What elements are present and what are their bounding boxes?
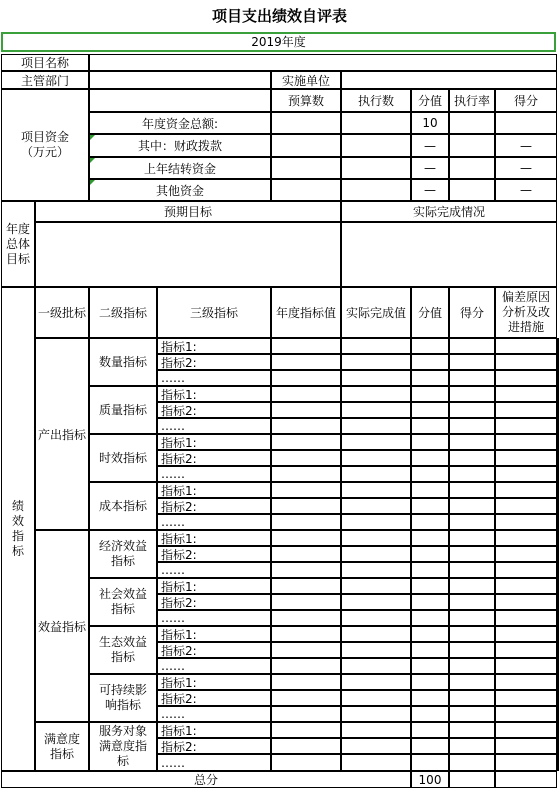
indicator-cell bbox=[495, 418, 557, 434]
indicator-cell bbox=[271, 706, 341, 722]
indicator-cell bbox=[495, 386, 557, 402]
level3-ellipsis: …… bbox=[157, 754, 271, 771]
indicator-cell bbox=[271, 354, 341, 370]
indicator-cell bbox=[271, 754, 341, 771]
indicator-cell bbox=[449, 578, 495, 594]
indicator-cell bbox=[271, 338, 341, 354]
col-exec-rate: 执行率 bbox=[449, 89, 495, 112]
funds-executed-value bbox=[341, 157, 411, 179]
level3-indicator1: 指标1: bbox=[157, 674, 271, 690]
indicator-cell bbox=[411, 370, 449, 386]
indicator-cell bbox=[271, 482, 341, 498]
col-score-value-2: 分值 bbox=[411, 287, 449, 338]
indicator-cell bbox=[449, 722, 495, 738]
level3-indicator1: 指标1: bbox=[157, 338, 271, 354]
indicator-cell bbox=[495, 402, 557, 418]
indicator-cell bbox=[341, 466, 411, 482]
indicator-cell bbox=[495, 690, 557, 706]
indicator-cell bbox=[411, 338, 449, 354]
level3-indicator2: 指标2: bbox=[157, 498, 271, 514]
indicator-cell bbox=[411, 754, 449, 771]
funds-score-value: — bbox=[411, 134, 449, 157]
indicator-cell bbox=[411, 738, 449, 754]
indicator-cell bbox=[271, 530, 341, 546]
indicator-cell bbox=[271, 514, 341, 530]
indicator-cell bbox=[341, 402, 411, 418]
funds-score-value: — bbox=[411, 157, 449, 179]
indicator-cell bbox=[271, 674, 341, 690]
indicator-cell bbox=[271, 386, 341, 402]
indicator-cell bbox=[411, 498, 449, 514]
indicator-cell bbox=[341, 338, 411, 354]
level3-ellipsis: …… bbox=[157, 514, 271, 530]
indicator-cell bbox=[271, 466, 341, 482]
indicator-cell bbox=[411, 610, 449, 626]
indicator-cell bbox=[341, 610, 411, 626]
funds-score-cell: — bbox=[495, 134, 557, 157]
level2-social: 社会效益 指标 bbox=[89, 578, 157, 626]
indicator-cell bbox=[271, 626, 341, 642]
indicator-cell bbox=[341, 754, 411, 771]
total-exec-rate bbox=[449, 771, 495, 788]
indicator-cell bbox=[495, 674, 557, 690]
indicator-cell bbox=[341, 658, 411, 674]
funds-exec-rate-value bbox=[449, 134, 495, 157]
level2-service_satisfaction: 服务对象 满意度指 标 bbox=[89, 722, 157, 771]
indicator-cell bbox=[411, 466, 449, 482]
indicator-cell bbox=[495, 610, 557, 626]
indicator-cell bbox=[449, 626, 495, 642]
indicator-cell bbox=[411, 482, 449, 498]
funds-row-label: 年度资金总额: bbox=[89, 112, 271, 134]
indicator-cell bbox=[495, 658, 557, 674]
level3-indicator1: 指标1: bbox=[157, 626, 271, 642]
level2-cost: 成本指标 bbox=[89, 482, 157, 530]
indicator-cell bbox=[495, 754, 557, 771]
level3-indicator2: 指标2: bbox=[157, 690, 271, 706]
funds-budget-value bbox=[271, 134, 341, 157]
indicator-cell bbox=[495, 530, 557, 546]
indicator-cell bbox=[449, 546, 495, 562]
indicator-cell bbox=[411, 450, 449, 466]
funds-executed-value bbox=[341, 112, 411, 134]
comment-marker-icon bbox=[90, 158, 95, 163]
indicator-cell bbox=[449, 738, 495, 754]
actual-completion-header: 实际完成情况 bbox=[341, 201, 557, 222]
indicator-cell bbox=[271, 658, 341, 674]
year-label: 2019年度 bbox=[1, 32, 556, 52]
project-name-value bbox=[89, 54, 557, 71]
indicator-cell bbox=[495, 498, 557, 514]
indicator-cell bbox=[411, 386, 449, 402]
level3-indicator2: 指标2: bbox=[157, 738, 271, 754]
output-indicators-label: 产出指标 bbox=[35, 338, 89, 530]
col-actual-value: 实际完成值 bbox=[341, 287, 411, 338]
indicator-cell bbox=[411, 722, 449, 738]
indicator-cell bbox=[495, 594, 557, 610]
indicator-cell bbox=[341, 482, 411, 498]
indicator-cell bbox=[271, 370, 341, 386]
indicator-cell bbox=[271, 562, 341, 578]
indicator-cell bbox=[495, 642, 557, 658]
indicator-cell bbox=[271, 498, 341, 514]
indicator-cell bbox=[411, 514, 449, 530]
level2-timeliness: 时效指标 bbox=[89, 434, 157, 482]
satisfaction-indicators-label: 满意度 指标 bbox=[35, 722, 89, 771]
funds-score-value: — bbox=[411, 179, 449, 201]
level3-indicator1: 指标1: bbox=[157, 722, 271, 738]
total-score-cell bbox=[495, 771, 557, 788]
col-executed: 执行数 bbox=[341, 89, 411, 112]
level3-indicator2: 指标2: bbox=[157, 594, 271, 610]
indicator-cell bbox=[341, 370, 411, 386]
indicator-cell bbox=[341, 418, 411, 434]
indicator-cell bbox=[271, 722, 341, 738]
indicator-cell bbox=[411, 562, 449, 578]
indicator-cell bbox=[341, 354, 411, 370]
funds-exec-rate-value bbox=[449, 157, 495, 179]
level3-indicator2: 指标2: bbox=[157, 354, 271, 370]
indicator-cell bbox=[271, 578, 341, 594]
indicator-cell bbox=[341, 706, 411, 722]
indicator-cell bbox=[449, 370, 495, 386]
indicator-cell bbox=[495, 338, 557, 354]
col-annual-target: 年度指标值 bbox=[271, 287, 341, 338]
performance-indicators-label: 绩 效 指 标 bbox=[1, 287, 35, 771]
indicator-cell bbox=[495, 434, 557, 450]
funds-score-cell bbox=[495, 112, 557, 134]
indicator-cell bbox=[449, 466, 495, 482]
impl-unit-value bbox=[341, 71, 557, 89]
indicator-cell bbox=[341, 722, 411, 738]
indicator-cell bbox=[449, 674, 495, 690]
indicator-cell bbox=[495, 626, 557, 642]
indicator-cell bbox=[271, 546, 341, 562]
indicator-cell bbox=[341, 642, 411, 658]
funds-label: 项目资金 （万元） bbox=[1, 89, 89, 201]
funds-budget-value bbox=[271, 112, 341, 134]
comment-marker-icon bbox=[90, 135, 95, 140]
competent-dept-label: 主管部门 bbox=[1, 71, 89, 89]
level3-indicator1: 指标1: bbox=[157, 530, 271, 546]
funds-budget-value bbox=[271, 179, 341, 201]
indicator-cell bbox=[411, 594, 449, 610]
funds-exec-rate-value bbox=[449, 112, 495, 134]
indicator-cell bbox=[495, 578, 557, 594]
col-deviation: 偏差原因 分析及改 进措施 bbox=[495, 287, 557, 338]
funds-row-label: 上年结转资金 bbox=[89, 157, 271, 179]
indicator-cell bbox=[341, 562, 411, 578]
indicator-cell bbox=[495, 738, 557, 754]
indicator-cell bbox=[495, 514, 557, 530]
funds-budget-value bbox=[271, 157, 341, 179]
level3-ellipsis: …… bbox=[157, 466, 271, 482]
indicator-cell bbox=[495, 546, 557, 562]
indicator-cell bbox=[495, 450, 557, 466]
indicator-cell bbox=[449, 610, 495, 626]
indicator-cell bbox=[449, 690, 495, 706]
col-budget: 预算数 bbox=[271, 89, 341, 112]
level3-ellipsis: …… bbox=[157, 610, 271, 626]
indicator-cell bbox=[411, 418, 449, 434]
col-level1: 一级批标 bbox=[35, 287, 89, 338]
indicator-cell bbox=[449, 386, 495, 402]
indicator-cell bbox=[411, 434, 449, 450]
indicator-cell bbox=[449, 498, 495, 514]
level3-ellipsis: …… bbox=[157, 658, 271, 674]
indicator-cell bbox=[341, 578, 411, 594]
indicator-cell bbox=[411, 354, 449, 370]
funds-executed-value bbox=[341, 179, 411, 201]
col-score-2: 得分 bbox=[449, 287, 495, 338]
indicator-cell bbox=[495, 354, 557, 370]
funds-header-blank bbox=[89, 89, 271, 112]
indicator-cell bbox=[449, 402, 495, 418]
col-level2: 二级指标 bbox=[89, 287, 157, 338]
level3-indicator1: 指标1: bbox=[157, 386, 271, 402]
actual-completion-value bbox=[341, 222, 557, 287]
expected-goal-header: 预期目标 bbox=[35, 201, 341, 222]
indicator-cell bbox=[271, 642, 341, 658]
indicator-cell bbox=[271, 610, 341, 626]
indicator-cell bbox=[411, 642, 449, 658]
level3-ellipsis: …… bbox=[157, 418, 271, 434]
level2-quality: 质量指标 bbox=[89, 386, 157, 434]
funds-executed-value bbox=[341, 134, 411, 157]
form-title: 项目支出绩效自评表 bbox=[211, 7, 347, 25]
indicator-cell bbox=[495, 706, 557, 722]
level3-ellipsis: …… bbox=[157, 706, 271, 722]
level3-indicator2: 指标2: bbox=[157, 546, 271, 562]
level3-ellipsis: …… bbox=[157, 370, 271, 386]
indicator-cell bbox=[411, 546, 449, 562]
indicator-cell bbox=[495, 370, 557, 386]
indicator-cell bbox=[271, 690, 341, 706]
indicator-cell bbox=[341, 450, 411, 466]
indicator-cell bbox=[449, 530, 495, 546]
funds-row-label: 其他资金 bbox=[89, 179, 271, 201]
indicator-cell bbox=[341, 626, 411, 642]
indicator-cell bbox=[341, 434, 411, 450]
indicator-cell bbox=[411, 578, 449, 594]
indicator-cell bbox=[449, 706, 495, 722]
indicator-cell bbox=[411, 706, 449, 722]
benefit-indicators-label: 效益指标 bbox=[35, 530, 89, 722]
level3-indicator1: 指标1: bbox=[157, 482, 271, 498]
level2-sustainable: 可持续影 响指标 bbox=[89, 674, 157, 722]
indicator-cell bbox=[341, 514, 411, 530]
indicator-cell bbox=[341, 594, 411, 610]
indicator-cell bbox=[449, 754, 495, 771]
indicator-cell bbox=[411, 402, 449, 418]
indicator-cell bbox=[495, 466, 557, 482]
indicator-cell bbox=[449, 354, 495, 370]
level3-indicator1: 指标1: bbox=[157, 434, 271, 450]
level3-ellipsis: …… bbox=[157, 562, 271, 578]
indicator-cell bbox=[341, 498, 411, 514]
funds-score-cell: — bbox=[495, 157, 557, 179]
indicator-cell bbox=[495, 562, 557, 578]
indicator-cell bbox=[411, 674, 449, 690]
indicator-cell bbox=[271, 402, 341, 418]
annual-goal-label: 年度 总体 目标 bbox=[1, 201, 35, 287]
indicator-cell bbox=[341, 674, 411, 690]
indicator-cell bbox=[271, 594, 341, 610]
indicator-cell bbox=[341, 690, 411, 706]
level2-economic: 经济效益 指标 bbox=[89, 530, 157, 578]
col-score: 得分 bbox=[495, 89, 557, 112]
indicator-cell bbox=[271, 738, 341, 754]
indicator-cell bbox=[411, 690, 449, 706]
total-score-value: 100 bbox=[411, 771, 449, 788]
level3-indicator1: 指标1: bbox=[157, 578, 271, 594]
impl-unit-label: 实施单位 bbox=[271, 71, 341, 89]
indicator-cell bbox=[271, 450, 341, 466]
level3-indicator2: 指标2: bbox=[157, 402, 271, 418]
funds-row-label: 其中：财政拨款 bbox=[89, 134, 271, 157]
indicator-cell bbox=[449, 562, 495, 578]
indicator-cell bbox=[449, 514, 495, 530]
indicator-cell bbox=[449, 418, 495, 434]
indicator-cell bbox=[449, 434, 495, 450]
indicator-cell bbox=[341, 530, 411, 546]
comment-marker-icon bbox=[90, 180, 95, 185]
indicator-cell bbox=[495, 482, 557, 498]
indicator-cell bbox=[411, 658, 449, 674]
level3-indicator2: 指标2: bbox=[157, 642, 271, 658]
indicator-cell bbox=[341, 738, 411, 754]
level2-ecological: 生态效益 指标 bbox=[89, 626, 157, 674]
indicator-cell bbox=[449, 658, 495, 674]
competent-dept-value bbox=[89, 71, 271, 89]
indicator-cell bbox=[341, 386, 411, 402]
col-score-value: 分值 bbox=[411, 89, 449, 112]
expected-goal-value bbox=[35, 222, 341, 287]
col-level3: 三级指标 bbox=[157, 287, 271, 338]
indicator-cell bbox=[449, 450, 495, 466]
indicator-cell bbox=[411, 530, 449, 546]
total-score-label: 总分 bbox=[1, 771, 411, 788]
indicator-cell bbox=[271, 434, 341, 450]
indicator-cell bbox=[411, 626, 449, 642]
level2-quantity: 数量指标 bbox=[89, 338, 157, 386]
indicator-cell bbox=[449, 642, 495, 658]
indicator-cell bbox=[271, 418, 341, 434]
funds-exec-rate-value bbox=[449, 179, 495, 201]
indicator-cell bbox=[449, 482, 495, 498]
indicator-cell bbox=[449, 594, 495, 610]
indicator-cell bbox=[341, 546, 411, 562]
level3-indicator2: 指标2: bbox=[157, 450, 271, 466]
funds-score-cell: — bbox=[495, 179, 557, 201]
indicator-cell bbox=[495, 722, 557, 738]
funds-score-value: 10 bbox=[411, 112, 449, 134]
project-name-label: 项目名称 bbox=[1, 54, 89, 71]
indicator-cell bbox=[449, 338, 495, 354]
